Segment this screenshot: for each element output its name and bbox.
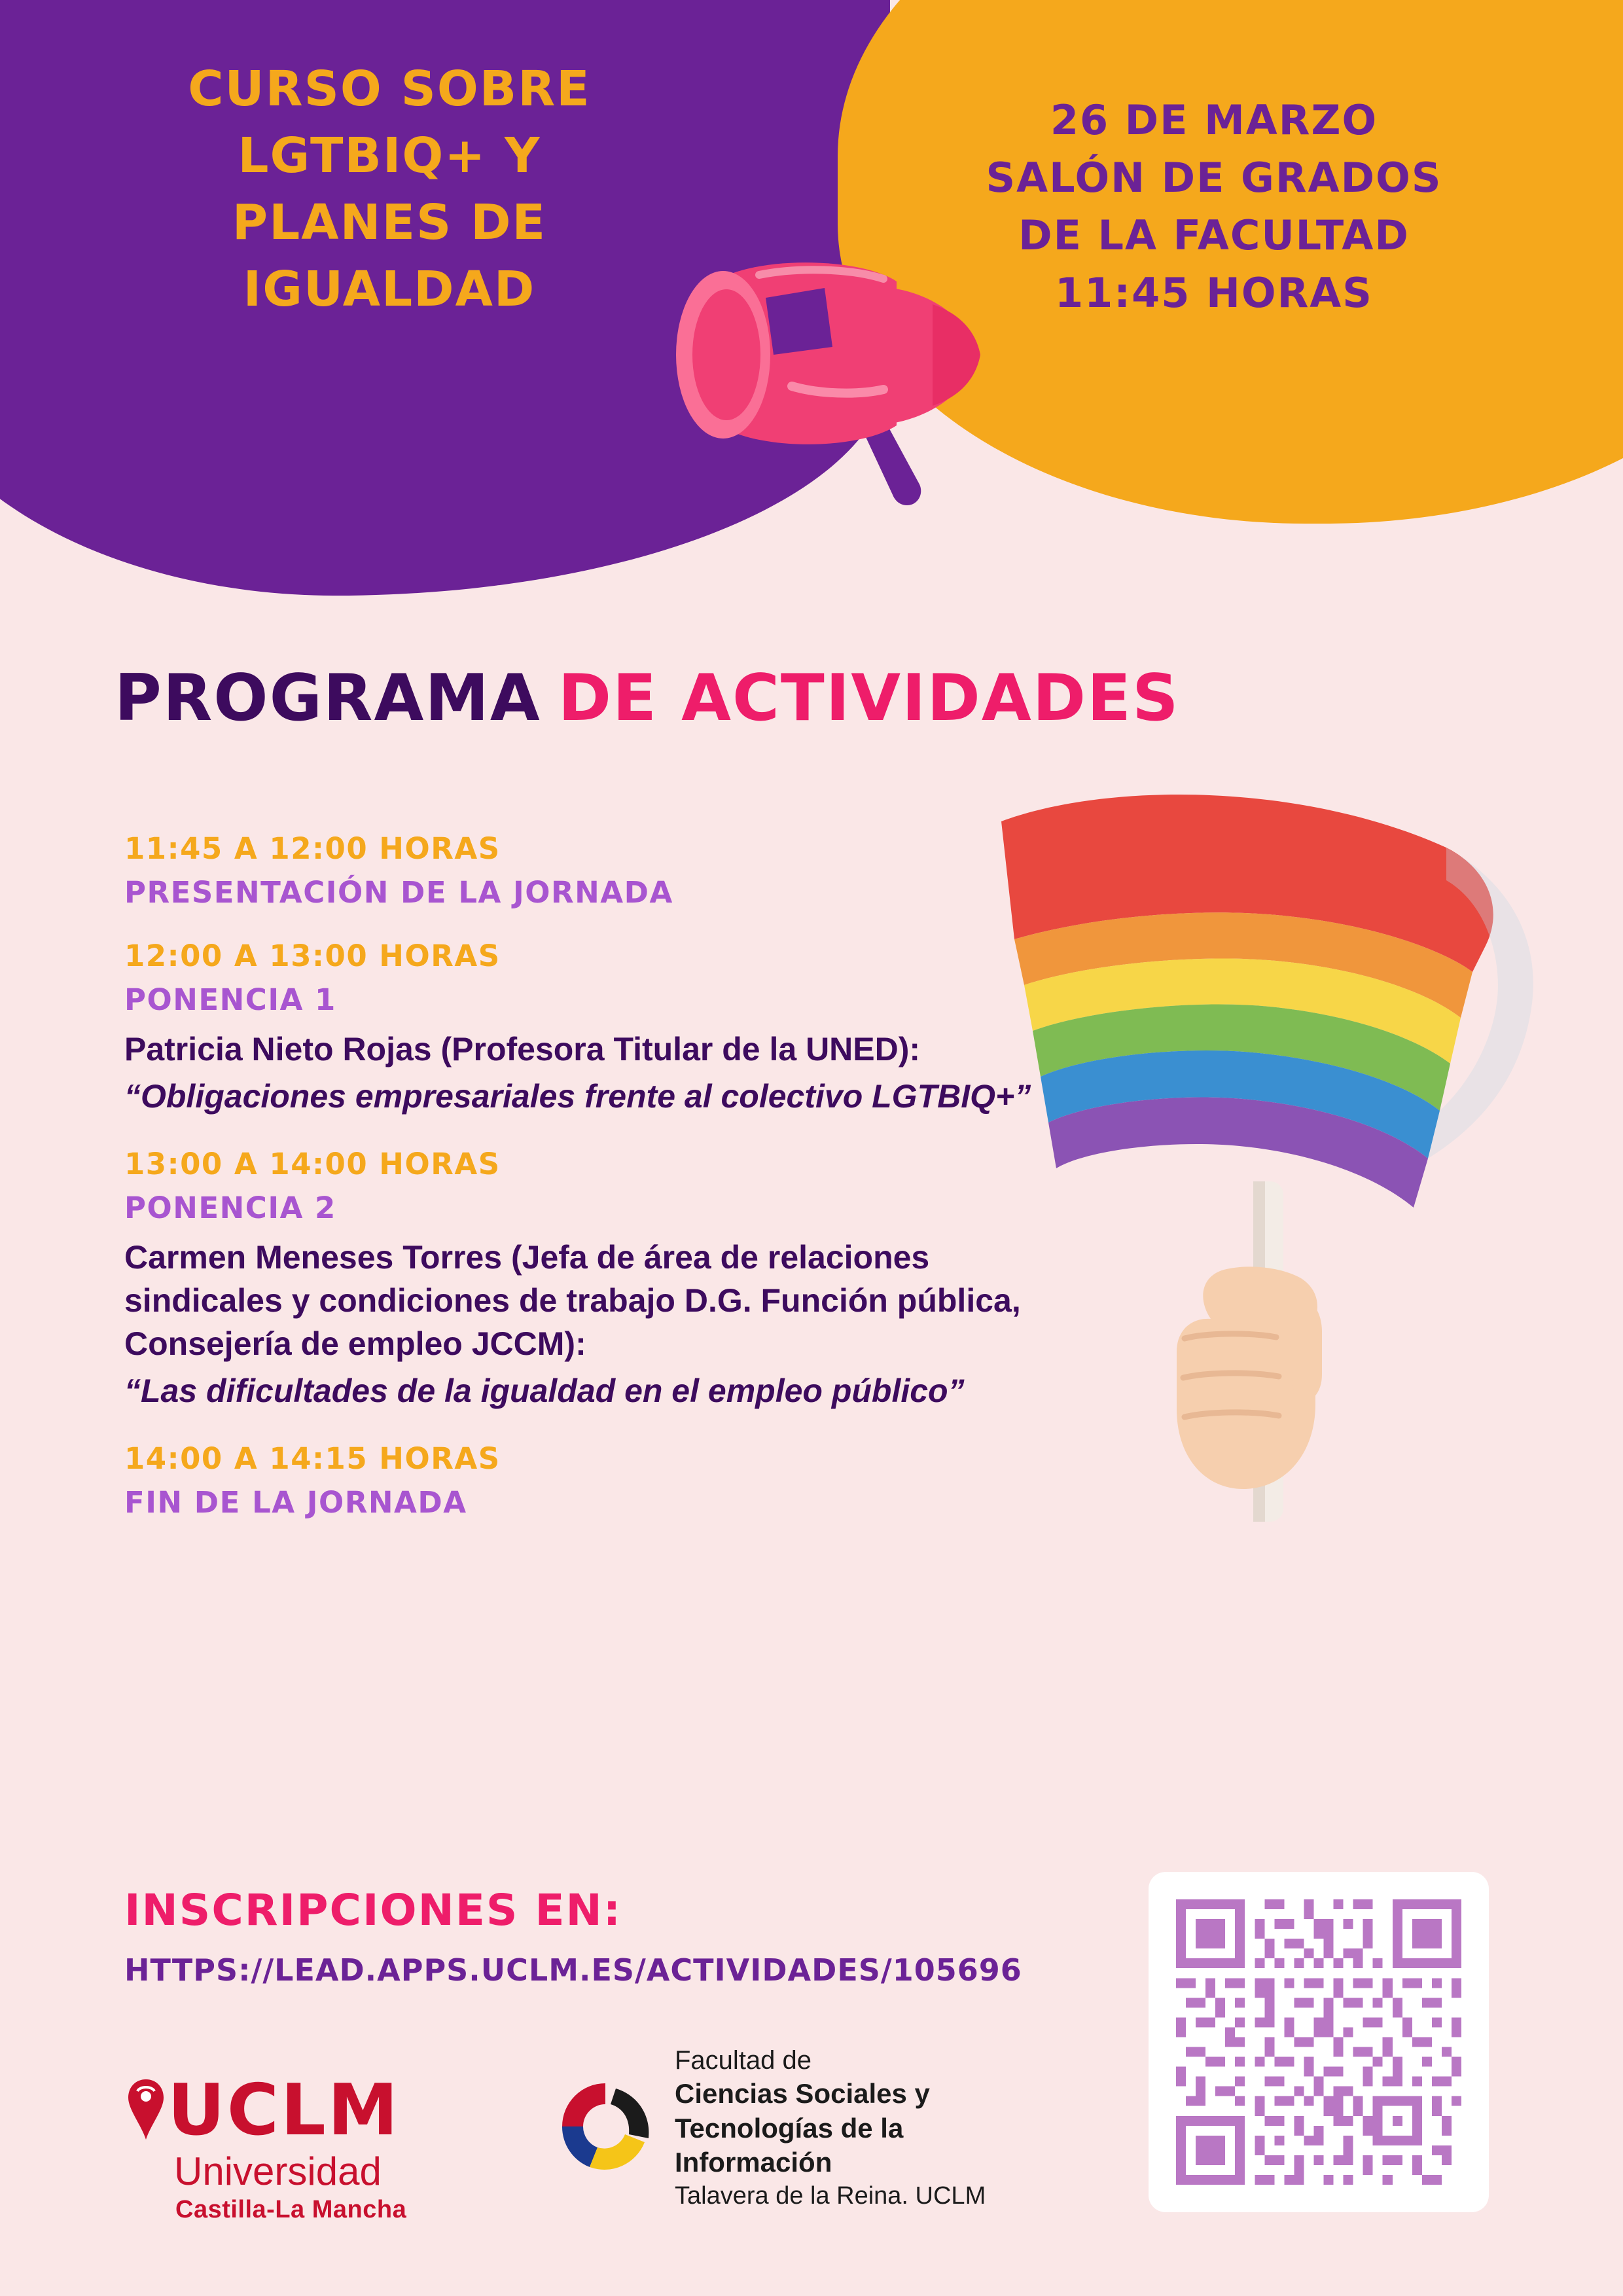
program-heading-part-1: PROGRAMA: [115, 661, 541, 736]
faculty-line-1: Facultad de: [675, 2046, 812, 2075]
qr-code[interactable]: [1149, 1872, 1489, 2212]
event-venue-line-1: SALÓN DE GRADOS: [986, 154, 1442, 202]
schedule-speaker: Patricia Nieto Rojas (Profesora Titular de la UNED):: [124, 1031, 921, 1067]
schedule-talk-title: “Las dificultades de la igualdad en el empleo público”: [124, 1372, 965, 1409]
registration-block: [124, 1885, 1073, 1988]
title-line-2: LGTBIQ+ Y: [238, 128, 541, 185]
megaphone-icon: [661, 190, 1067, 537]
program-heading: [115, 661, 1180, 736]
faculty-logo: [553, 2044, 1057, 2212]
uclm-region-label: Castilla-La Mancha: [175, 2196, 407, 2223]
schedule-item: [124, 939, 1086, 1118]
faculty-mark-icon: [553, 2074, 658, 2182]
faculty-line-4: Talavera de la Reina. UCLM: [675, 2181, 986, 2210]
event-venue-line-2: DE LA FACULTAD: [1018, 211, 1410, 260]
event-time: 11:45 HORAS: [1055, 269, 1373, 317]
uclm-logo: [124, 2070, 497, 2224]
title-line-3: PLANES DE: [232, 194, 547, 251]
schedule-speaker: Carmen Meneses Torres (Jefa de área de relaciones sindicales y condiciones de trabajo D.G. Función pública, Consejería de empleo JCCM):: [124, 1239, 1021, 1362]
schedule-label: PONENCIA 1: [124, 982, 336, 1017]
qr-code-image: [1176, 1899, 1461, 2185]
schedule-time: 14:00 A 14:15 HORAS: [124, 1441, 501, 1476]
faculty-line-2: Ciencias Sociales y: [675, 2078, 930, 2109]
schedule-label: FIN DE LA JORNADA: [124, 1485, 467, 1520]
title-line-1: CURSO SOBRE: [188, 61, 591, 117]
schedule-item: [124, 1147, 1086, 1412]
schedule-talk-title: “Obligaciones empresariales frente al colectivo LGTBIQ+”: [124, 1078, 1031, 1115]
schedule-label: PRESENTACIÓN DE LA JORNADA: [124, 875, 673, 910]
schedule-item: [124, 831, 1086, 910]
poster-title: [160, 56, 618, 323]
program-heading-part-2: DE ACTIVIDADES: [558, 661, 1180, 736]
registration-url[interactable]: HTTPS://LEAD.APPS.UCLM.ES/ACTIVIDADES/105696: [124, 1952, 1022, 1988]
uclm-wordmark: UCLM: [168, 2070, 401, 2151]
uclm-universidad-label: Universidad: [174, 2149, 382, 2193]
schedule-item: [124, 1441, 1086, 1520]
schedule-label: PONENCIA 2: [124, 1191, 336, 1225]
schedule-time: 13:00 A 14:00 HORAS: [124, 1147, 501, 1181]
title-line-4: IGUALDAD: [243, 261, 536, 318]
event-date: 26 DE MARZO: [1050, 96, 1378, 144]
schedule-time: 11:45 A 12:00 HORAS: [124, 831, 501, 866]
faculty-line-3: Tecnologías de la Información: [675, 2112, 904, 2178]
uclm-mark-icon: [124, 2078, 168, 2144]
schedule-time: 12:00 A 13:00 HORAS: [124, 939, 501, 973]
program-schedule: [124, 831, 1086, 1549]
registration-title: INSCRIPCIONES EN:: [124, 1885, 622, 1935]
